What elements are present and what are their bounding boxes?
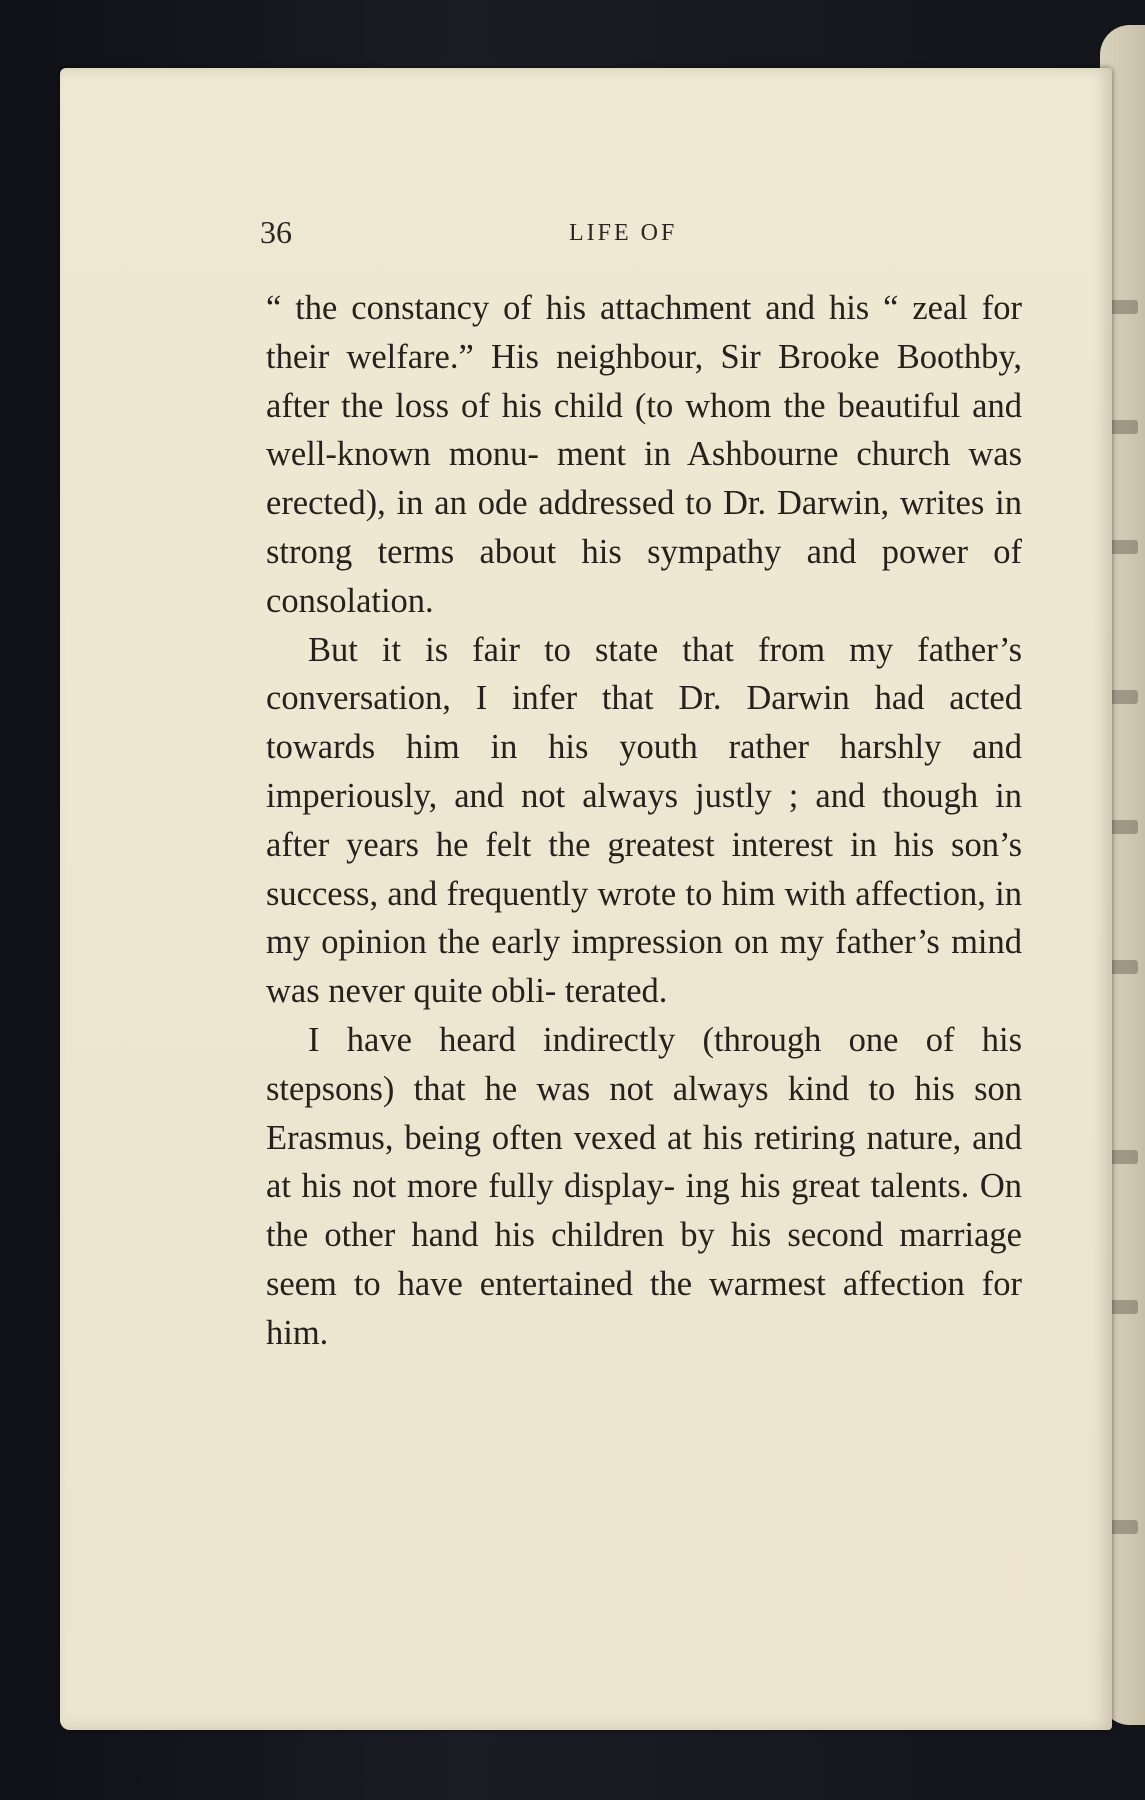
bleed-through-mark <box>1108 1150 1138 1164</box>
bleed-through-mark <box>1108 540 1138 554</box>
bleed-through-mark <box>1108 690 1138 704</box>
paragraph: “ the constancy of his attachment and his “ zeal for their welfare.” His neighbour, Sir Brooke Boothby, after the loss of his child (to whom the beautiful and well-known monu- ment in Ashbourne church was erected), in an ode addressed to Dr. Darwin, writes in strong terms about his sympathy and power of consolation. <box>266 289 1022 620</box>
bleed-through-mark <box>1108 1300 1138 1314</box>
bleed-through-mark <box>1108 960 1138 974</box>
bleed-through-mark <box>1108 820 1138 834</box>
bleed-through-mark <box>1108 300 1138 314</box>
page-header <box>260 214 900 254</box>
paragraph: But it is fair to state that from my father’s conversation, I infer that Dr. Darwin had acted towards him in his youth rather harshly and imperiously, and not always justly ; and though in after years he felt the greatest interest in his son’s success, and frequently wrote to him with affection, in my opinion the early impression on my father’s mind was never quite obli- terated. <box>266 630 1022 1011</box>
running-head: LIFE OF <box>569 220 678 246</box>
page-number: 36 <box>260 214 292 250</box>
paragraph: I have heard indirectly (through one of his stepsons) that he was not always kind to his son Erasmus, being often vexed at his retiring nature, and at his not more fully display- ing his great talents. On the other hand his children by his second marriage seem to have entertained the warmest affection for him. <box>266 1020 1022 1352</box>
body-text <box>266 284 1022 1358</box>
bleed-through-mark <box>1108 1520 1138 1534</box>
bleed-through-mark <box>1108 420 1138 434</box>
